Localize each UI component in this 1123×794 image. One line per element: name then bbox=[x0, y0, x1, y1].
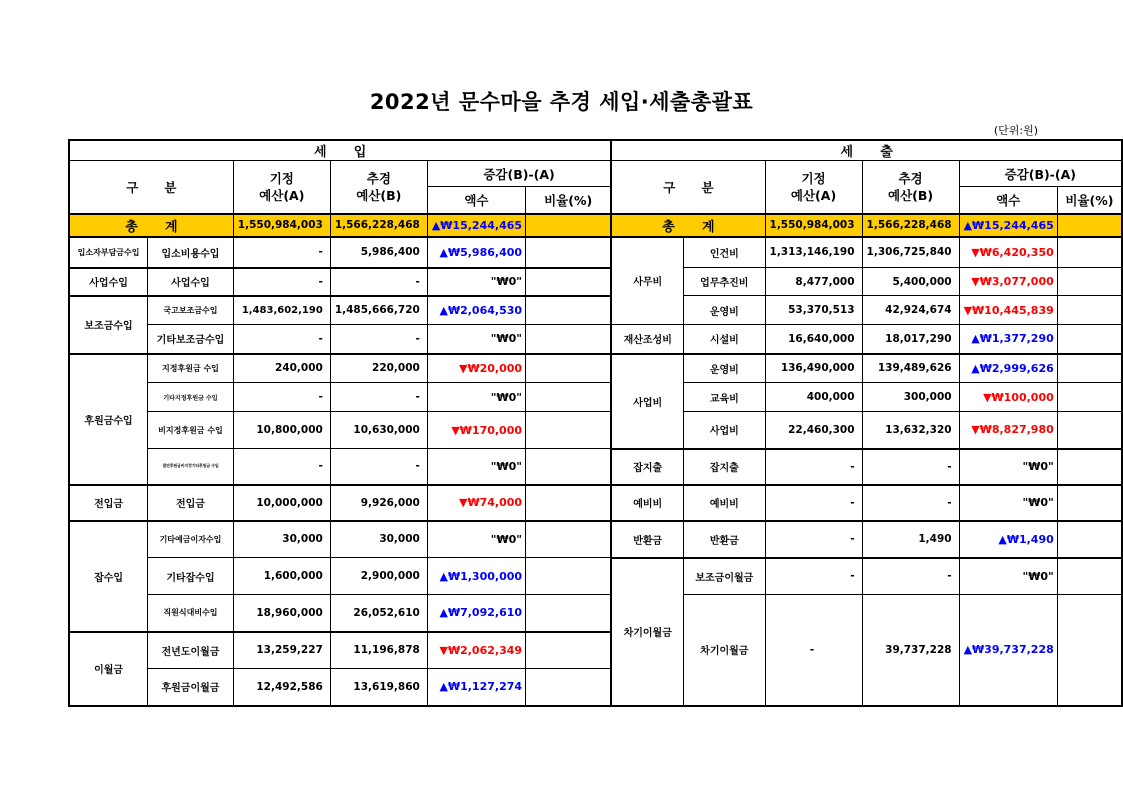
income-change-value: "₩0" bbox=[427, 383, 525, 412]
income-change-value: "₩0" bbox=[427, 521, 525, 558]
expense-prev-value: 53,370,513 bbox=[765, 296, 862, 325]
expense-new-value: 39,737,228 bbox=[862, 595, 959, 706]
income-prev-value: 10,800,000 bbox=[233, 412, 330, 449]
income-prev-value: 10,000,000 bbox=[233, 485, 330, 521]
expense-new-value: - bbox=[862, 558, 959, 595]
income-ratio-value bbox=[526, 354, 612, 383]
expense-group-label: 예비비 bbox=[611, 485, 683, 521]
expense-prev-value: 1,313,146,190 bbox=[765, 237, 862, 268]
income-prev-value: 13,259,227 bbox=[233, 632, 330, 669]
income-new-value: 220,000 bbox=[330, 354, 427, 383]
expense-item-label: 운영비 bbox=[684, 296, 765, 325]
income-ratio-value bbox=[526, 669, 612, 706]
expense-change-value: ▼₩100,000 bbox=[959, 383, 1057, 412]
income-item-label: 국고보조금수입 bbox=[148, 296, 234, 325]
expense-total-new: 1,566,228,468 bbox=[862, 214, 959, 237]
income-ratio-value bbox=[526, 558, 612, 595]
income-section-header: 세 입 bbox=[69, 140, 611, 161]
income-category-header: 구 분 bbox=[69, 161, 233, 214]
income-new-value: - bbox=[330, 383, 427, 412]
income-item-label: 기타잡수입 bbox=[148, 558, 234, 595]
expense-group-label: 반환금 bbox=[611, 521, 683, 558]
income-change-value: ▲₩1,127,274 bbox=[427, 669, 525, 706]
income-item-label: 기타예금이자수입 bbox=[148, 521, 234, 558]
expense-change-value: ▲₩2,999,626 bbox=[959, 354, 1057, 383]
expense-ratio-value bbox=[1057, 558, 1122, 595]
income-prev-value: - bbox=[233, 383, 330, 412]
income-total-label: 총 계 bbox=[69, 214, 233, 237]
income-group-label: 후원금수입 bbox=[69, 354, 148, 485]
income-prev-value: 1,483,602,190 bbox=[233, 296, 330, 325]
expense-item-label: 시설비 bbox=[684, 325, 765, 354]
income-prev-value: - bbox=[233, 237, 330, 268]
income-prev-budget-header: 기정 예산(A) bbox=[233, 161, 330, 214]
expense-item-label: 업무추진비 bbox=[684, 268, 765, 296]
expense-prev-value: - bbox=[765, 521, 862, 558]
income-prev-value: 18,960,000 bbox=[233, 595, 330, 632]
income-group-label: 입소자부담금수입 bbox=[69, 237, 148, 268]
income-ratio-value bbox=[526, 595, 612, 632]
income-ratio-header: 비율(%) bbox=[526, 187, 612, 214]
income-prev-value: 30,000 bbox=[233, 521, 330, 558]
expense-change-value: "₩0" bbox=[959, 485, 1057, 521]
expense-prev-value: - bbox=[765, 558, 862, 595]
income-change-value: ▼₩74,000 bbox=[427, 485, 525, 521]
expense-category-header: 구 분 bbox=[611, 161, 765, 214]
expense-new-value: 13,632,320 bbox=[862, 412, 959, 449]
income-total-change: ▲₩15,244,465 bbox=[427, 214, 525, 237]
expense-group-label: 차기이월금 bbox=[611, 558, 683, 706]
expense-ratio-value bbox=[1057, 237, 1122, 268]
expense-prev-value: - bbox=[765, 595, 862, 706]
expense-item-label: 사업비 bbox=[684, 412, 765, 449]
income-ratio-value bbox=[526, 485, 612, 521]
budget-summary-table bbox=[68, 139, 1123, 707]
income-item-label: 후원금이월금 bbox=[148, 669, 234, 706]
income-new-value: 26,052,610 bbox=[330, 595, 427, 632]
unit-label: (단위:원) bbox=[993, 124, 1038, 137]
income-change-value: ▲₩5,986,400 bbox=[427, 237, 525, 268]
income-item-label: 기타보조금수입 bbox=[148, 325, 234, 354]
income-ratio-value bbox=[526, 383, 612, 412]
income-ratio-value bbox=[526, 237, 612, 268]
income-change-value: "₩0" bbox=[427, 325, 525, 354]
income-new-value: 5,986,400 bbox=[330, 237, 427, 268]
expense-new-value: 42,924,674 bbox=[862, 296, 959, 325]
income-change-value: "₩0" bbox=[427, 449, 525, 485]
expense-new-budget-header: 추경 예산(B) bbox=[862, 161, 959, 214]
expense-ratio-header: 비율(%) bbox=[1057, 187, 1122, 214]
expense-group-label: 사무비 bbox=[611, 237, 683, 325]
expense-group-label: 사업비 bbox=[611, 354, 683, 449]
expense-prev-value: 8,477,000 bbox=[765, 268, 862, 296]
income-group-label: 보조금수입 bbox=[69, 296, 148, 354]
income-prev-value: 1,600,000 bbox=[233, 558, 330, 595]
expense-prev-value: - bbox=[765, 449, 862, 485]
income-item-label: 전입금 bbox=[148, 485, 234, 521]
income-change-value: "₩0" bbox=[427, 268, 525, 296]
income-ratio-value bbox=[526, 296, 612, 325]
expense-prev-value: 136,490,000 bbox=[765, 354, 862, 383]
income-ratio-value bbox=[526, 449, 612, 485]
expense-prev-value: - bbox=[765, 485, 862, 521]
expense-change-value: ▼₩10,445,839 bbox=[959, 296, 1057, 325]
expense-ratio-value bbox=[1057, 354, 1122, 383]
income-total-new: 1,566,228,468 bbox=[330, 214, 427, 237]
income-item-label: 전년도이월금 bbox=[148, 632, 234, 669]
expense-total-prev: 1,550,984,003 bbox=[765, 214, 862, 237]
income-prev-value: - bbox=[233, 325, 330, 354]
expense-ratio-value bbox=[1057, 325, 1122, 354]
income-change-value: ▼₩20,000 bbox=[427, 354, 525, 383]
income-item-label: 사업수입 bbox=[148, 268, 234, 296]
expense-prev-value: 16,640,000 bbox=[765, 325, 862, 354]
expense-item-label: 반환금 bbox=[684, 521, 765, 558]
expense-change-value: ▼₩6,420,350 bbox=[959, 237, 1057, 268]
income-new-value: 11,196,878 bbox=[330, 632, 427, 669]
expense-new-value: 300,000 bbox=[862, 383, 959, 412]
expense-ratio-value bbox=[1057, 521, 1122, 558]
expense-change-value: ▼₩8,827,980 bbox=[959, 412, 1057, 449]
expense-change-value: ▲₩39,737,228 bbox=[959, 595, 1057, 706]
expense-prev-budget-header: 기정 예산(A) bbox=[765, 161, 862, 214]
income-new-value: - bbox=[330, 449, 427, 485]
income-new-budget-header: 추경 예산(B) bbox=[330, 161, 427, 214]
expense-group-label: 재산조성비 bbox=[611, 325, 683, 354]
income-total-ratio bbox=[526, 214, 612, 237]
income-prev-value: 240,000 bbox=[233, 354, 330, 383]
expense-item-label: 잡지출 bbox=[684, 449, 765, 485]
income-item-label: 결연후원금비지정기타후원금 수입 bbox=[148, 449, 234, 485]
income-change-value: ▲₩2,064,530 bbox=[427, 296, 525, 325]
expense-amount-header: 액수 bbox=[959, 187, 1057, 214]
page-title: 2022년 문수마을 추경 세입·세출총괄표 bbox=[369, 90, 754, 114]
expense-total-change: ▲₩15,244,465 bbox=[959, 214, 1057, 237]
expense-ratio-value bbox=[1057, 383, 1122, 412]
expense-total-label: 총 계 bbox=[611, 214, 765, 237]
expense-item-label: 예비비 bbox=[684, 485, 765, 521]
income-new-value: - bbox=[330, 268, 427, 296]
expense-change-value: "₩0" bbox=[959, 449, 1057, 485]
expense-item-label: 보조금이월금 bbox=[684, 558, 765, 595]
expense-item-label: 인건비 bbox=[684, 237, 765, 268]
expense-new-value: 1,306,725,840 bbox=[862, 237, 959, 268]
expense-item-label: 운영비 bbox=[684, 354, 765, 383]
income-item-label: 입소비용수입 bbox=[148, 237, 234, 268]
income-ratio-value bbox=[526, 632, 612, 669]
income-new-value: - bbox=[330, 325, 427, 354]
income-new-value: 13,619,860 bbox=[330, 669, 427, 706]
income-prev-value: 12,492,586 bbox=[233, 669, 330, 706]
expense-new-value: 139,489,626 bbox=[862, 354, 959, 383]
income-group-label: 이월금 bbox=[69, 632, 148, 706]
income-total-prev: 1,550,984,003 bbox=[233, 214, 330, 237]
income-change-header: 증감(B)-(A) bbox=[427, 161, 611, 187]
expense-ratio-value bbox=[1057, 595, 1122, 706]
expense-new-value: 5,400,000 bbox=[862, 268, 959, 296]
expense-ratio-value bbox=[1057, 268, 1122, 296]
expense-new-value: 18,017,290 bbox=[862, 325, 959, 354]
income-change-value: ▼₩2,062,349 bbox=[427, 632, 525, 669]
income-item-label: 직원식대비수입 bbox=[148, 595, 234, 632]
expense-new-value: - bbox=[862, 449, 959, 485]
expense-section-header: 세 출 bbox=[611, 140, 1122, 161]
expense-change-value: ▲₩1,490 bbox=[959, 521, 1057, 558]
income-new-value: 1,485,666,720 bbox=[330, 296, 427, 325]
expense-ratio-value bbox=[1057, 449, 1122, 485]
income-prev-value: - bbox=[233, 268, 330, 296]
income-amount-header: 액수 bbox=[427, 187, 525, 214]
income-new-value: 30,000 bbox=[330, 521, 427, 558]
income-ratio-value bbox=[526, 325, 612, 354]
expense-prev-value: 400,000 bbox=[765, 383, 862, 412]
expense-ratio-value bbox=[1057, 412, 1122, 449]
income-ratio-value bbox=[526, 412, 612, 449]
income-change-value: ▲₩7,092,610 bbox=[427, 595, 525, 632]
expense-change-value: ▼₩3,077,000 bbox=[959, 268, 1057, 296]
income-new-value: 9,926,000 bbox=[330, 485, 427, 521]
expense-item-label: 교육비 bbox=[684, 383, 765, 412]
income-ratio-value bbox=[526, 521, 612, 558]
expense-ratio-value bbox=[1057, 296, 1122, 325]
expense-ratio-value bbox=[1057, 485, 1122, 521]
expense-group-label: 잡지출 bbox=[611, 449, 683, 485]
income-group-label: 사업수입 bbox=[69, 268, 148, 296]
expense-change-header: 증감(B)-(A) bbox=[959, 161, 1122, 187]
income-prev-value: - bbox=[233, 449, 330, 485]
income-new-value: 2,900,000 bbox=[330, 558, 427, 595]
expense-total-ratio bbox=[1057, 214, 1122, 237]
expense-item-label: 차기이월금 bbox=[684, 595, 765, 706]
expense-change-value: "₩0" bbox=[959, 558, 1057, 595]
income-item-label: 기타지정후원금 수입 bbox=[148, 383, 234, 412]
income-item-label: 지정후원금 수입 bbox=[148, 354, 234, 383]
income-item-label: 비지정후원금 수입 bbox=[148, 412, 234, 449]
income-change-value: ▲₩1,300,000 bbox=[427, 558, 525, 595]
expense-prev-value: 22,460,300 bbox=[765, 412, 862, 449]
income-change-value: ▼₩170,000 bbox=[427, 412, 525, 449]
income-new-value: 10,630,000 bbox=[330, 412, 427, 449]
expense-new-value: 1,490 bbox=[862, 521, 959, 558]
expense-new-value: - bbox=[862, 485, 959, 521]
income-group-label: 전입금 bbox=[69, 485, 148, 521]
income-group-label: 잡수입 bbox=[69, 521, 148, 632]
income-ratio-value bbox=[526, 268, 612, 296]
expense-change-value: ▲₩1,377,290 bbox=[959, 325, 1057, 354]
